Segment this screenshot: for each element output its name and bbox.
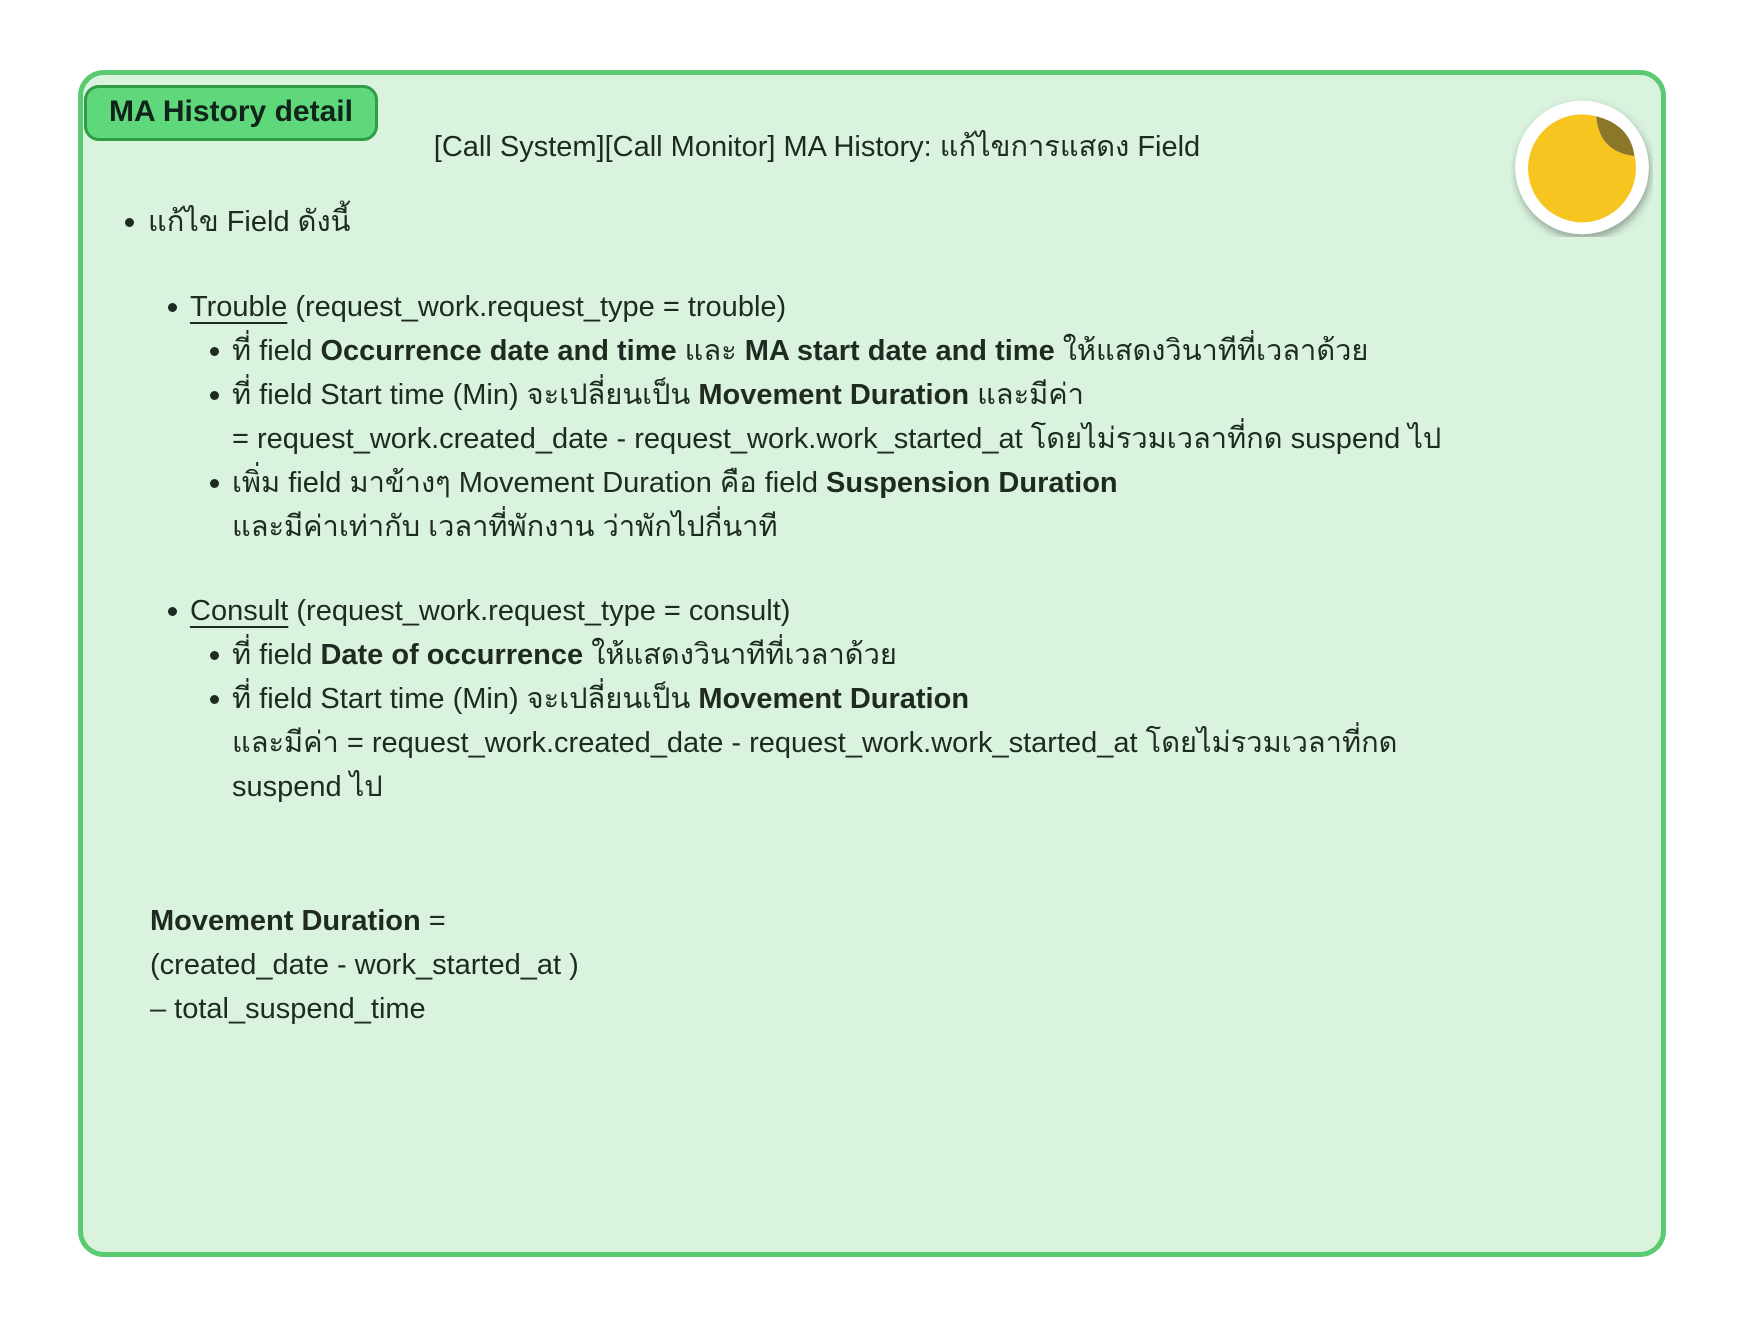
text-segment: และมีค่า = request_work.created_date - request_work.work_started_at โดยไม่รวมเวลาที่กด — [232, 727, 1398, 759]
text-segment: – total_suspend_time — [150, 993, 426, 1025]
text-line — [232, 721, 1621, 765]
sections — [83, 285, 1621, 809]
text-segment: = — [420, 905, 446, 937]
formula-line — [150, 899, 1621, 943]
page-title: [Call System][Call Monitor] MA History: แก้ไขการแสดง Field — [433, 131, 1201, 163]
text-segment: MA start date and time — [744, 335, 1055, 367]
text-segment: Movement Duration — [698, 683, 970, 715]
text-line — [232, 329, 1621, 373]
text-segment: และมีค่าเท่ากับ เวลาที่พักงาน ว่าพักไปกี่นาที — [232, 511, 778, 543]
text-segment: ให้แสดงวินาทีที่เวลาด้วย — [1054, 335, 1369, 367]
text-line — [232, 765, 1621, 809]
section-heading-item — [83, 285, 1621, 549]
text-segment: ที่ field — [232, 639, 321, 671]
list-item — [190, 461, 1621, 549]
list-item — [190, 329, 1621, 373]
section-items — [190, 633, 1621, 809]
top-level-list — [83, 200, 1621, 244]
text-segment: (created_date - work_started_at ) — [150, 949, 579, 981]
list-item-intro: แก้ไข Field ดังนี้ — [83, 200, 1621, 244]
text-segment: ที่ field Start time (Min) จะเปลี่ยนเป็น — [232, 379, 699, 411]
section-badge[interactable]: MA History detail — [84, 85, 378, 141]
text-segment: Occurrence date and time — [320, 335, 677, 367]
text-segment: Movement Duration — [698, 379, 970, 411]
text-segment: และ — [676, 335, 745, 367]
text-line — [232, 461, 1621, 505]
text-segment: ให้แสดงวินาทีที่เวลาด้วย — [583, 639, 897, 671]
text-segment: (request_work.request_type = consult) — [288, 595, 791, 627]
list-item — [190, 373, 1621, 461]
list-item — [190, 633, 1621, 677]
note-body — [83, 200, 1621, 1031]
list-item — [190, 677, 1621, 809]
text-segment: Movement Duration — [150, 905, 421, 937]
text-segment: = request_work.created_date - request_work.work_started_at โดยไม่รวมเวลาที่กด suspend ไป — [232, 423, 1442, 455]
formula-line — [150, 987, 1621, 1031]
formula — [150, 899, 1621, 1031]
text-line — [232, 417, 1621, 461]
text-segment: และมีค่า — [969, 379, 1084, 411]
text-segment: Trouble — [190, 291, 288, 323]
section — [83, 589, 1621, 809]
section-items — [190, 329, 1621, 549]
section-heading — [190, 589, 1621, 633]
text-segment: (request_work.request_type = trouble) — [287, 291, 787, 323]
note-card[interactable] — [78, 70, 1666, 1257]
text-segment: Date of occurrence — [320, 639, 584, 671]
text-line — [232, 505, 1621, 549]
text-segment: ที่ field Start time (Min) จะเปลี่ยนเป็น — [232, 683, 699, 715]
text-segment: suspend ไป — [232, 771, 383, 803]
text-line — [232, 677, 1621, 721]
section — [83, 285, 1621, 549]
section-heading-item — [83, 589, 1621, 809]
text-segment: Suspension Duration — [826, 467, 1118, 499]
text-segment: ที่ field — [232, 335, 321, 367]
text-segment: เพิ่ม field มาข้างๆ Movement Duration คือ field — [232, 467, 827, 499]
formula-line — [150, 943, 1621, 987]
text-segment: Consult — [190, 595, 289, 627]
text-line — [232, 373, 1621, 417]
text-line — [232, 633, 1621, 677]
section-heading — [190, 285, 1621, 329]
